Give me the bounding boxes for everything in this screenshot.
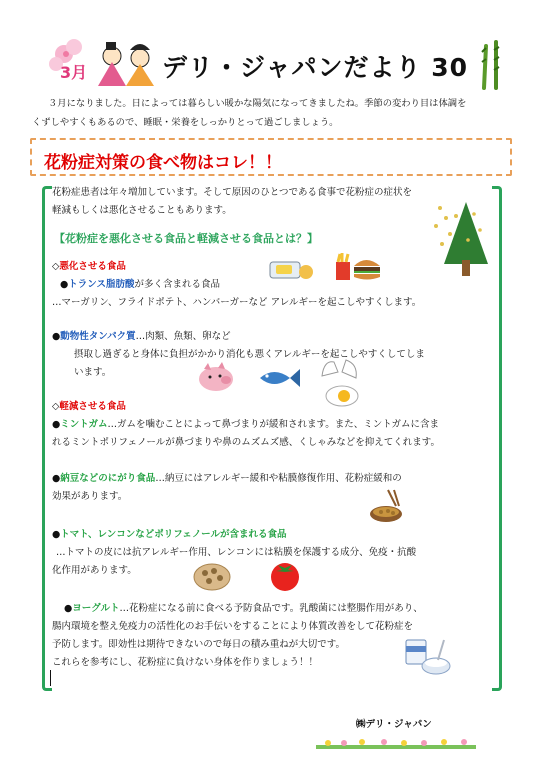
bullet: ● [64,603,73,614]
butter-icon [268,256,314,282]
tomato-detail: 化作用があります。 [52,565,137,576]
natto-text: …納豆にはアレルギー緩和や粘膜修復作用、花粉症緩和の [155,473,402,484]
section-subheading: 【花粉症を悪化させる食品と軽減させる食品とは？】 [54,232,318,245]
month-badge: 3月 [60,63,88,82]
yogurt-detail: 予防します。即効性は期待できないので毎日の積み重ねが大切です。 [52,639,345,650]
body-intro-line: 花粉症患者は年々増加しています。そして原因のひとつである食事で花粉症の症状を [52,187,413,198]
natto-detail: 効果があります。 [52,491,128,502]
closing-line: これらを参考にし、花粉症に負けない身体を作りましょう！！ [52,657,319,668]
bad-foods-heading [52,258,126,277]
headline: 花粉症対策の食べ物はコレ！！ [44,153,282,173]
yogurt-detail: 腸内環境を整え免疫力の活性化のお手伝いをすることにより体質改善をして花粉症を [52,621,414,632]
good-foods-title: 軽減させる食品 [59,401,126,412]
trans-fat-label: トランス脂肪酸 [68,279,135,290]
yogurt-text: …花粉症になる前に食べる予防食品です。乳酸菌には整腸作用があり、 [119,603,423,614]
protein-detail: 摂取し過ぎると身体に負担がかかり消化も悪くアレルギーを起こしやすくしてしま [74,349,425,360]
bad-foods-title: 悪化させる食品 [59,261,126,272]
yogurt-line [64,600,423,619]
mint-gum-text: …ガムを噛むことによって鼻づまりが緩和されます。また、ミントガムに含ま [107,419,439,430]
flower-border-icon [316,734,476,748]
asparagus-icon [476,38,506,90]
protein-detail: います。 [74,367,112,378]
trans-fat-rest: が多く含まれる食品 [134,279,221,290]
trans-fat-line [60,276,220,295]
intro-paragraph [32,94,517,132]
content-bracket-left [42,186,52,691]
good-foods-heading [52,398,126,417]
bullet: ● [60,279,69,290]
natto-line [52,470,402,489]
mint-gum-line [52,416,439,435]
tomato-detail: …トマトの皮には抗アレルギー作用、レンコンには粘膜を保護する成分、免疫・抗酸 [56,547,417,558]
protein-label: 動物性タンパク質 [60,331,136,342]
bullet: ● [52,419,61,430]
bullet: ● [52,331,61,342]
intro-line: ３月になりました。日によっては暮らしい暖かな陽気になってきましたね。季節の変わり目は体調を [48,98,467,109]
bullet: ● [52,529,61,540]
egg-icon [316,358,362,408]
bullet: ● [52,473,61,484]
yogurt-label: ヨーグルト [72,603,120,614]
diamond-mark: ◇ [52,261,60,272]
pig-icon [196,362,236,392]
tomato-line [52,526,286,545]
protein-line [52,328,231,347]
tomato-icon [268,558,302,592]
body-intro-line: 軽減もしくは悪化させることもあります。 [52,205,232,216]
natto-label: 納豆などのにがり食品 [60,473,156,484]
mint-gum-label: ミントガム [60,419,108,430]
fish-icon [258,366,302,390]
tomato-label: トマト、レンコンなどポリフェノールが含まれる食品 [60,529,287,540]
trans-fat-detail: …マーガリン、フライドポテト、ハンバーガーなど アレルギーを起こしやすくします。 [52,297,422,308]
page-title: デリ・ジャパンだより 30 [162,53,468,82]
mint-gum-detail: れるミントポリフェノールが鼻づまりや鼻のムズムズ感、くしゃみなどを抑えてくれます。 [52,437,440,448]
text-cursor [50,670,51,686]
intro-line: くずしやすくもあるので、睡眠・栄養をしっかりとって過ごしましょう。 [32,117,339,128]
yogurt-icon [404,636,452,678]
protein-rest: …肉類、魚類、卵など [135,331,231,342]
footer-company: ㈱デリ・ジャパン [356,719,432,730]
cedar-tree-icon [432,196,494,278]
natto-icon [366,488,406,528]
burger-fries-icon [334,252,382,282]
diamond-mark: ◇ [52,401,60,412]
lotus-root-icon [192,562,232,592]
